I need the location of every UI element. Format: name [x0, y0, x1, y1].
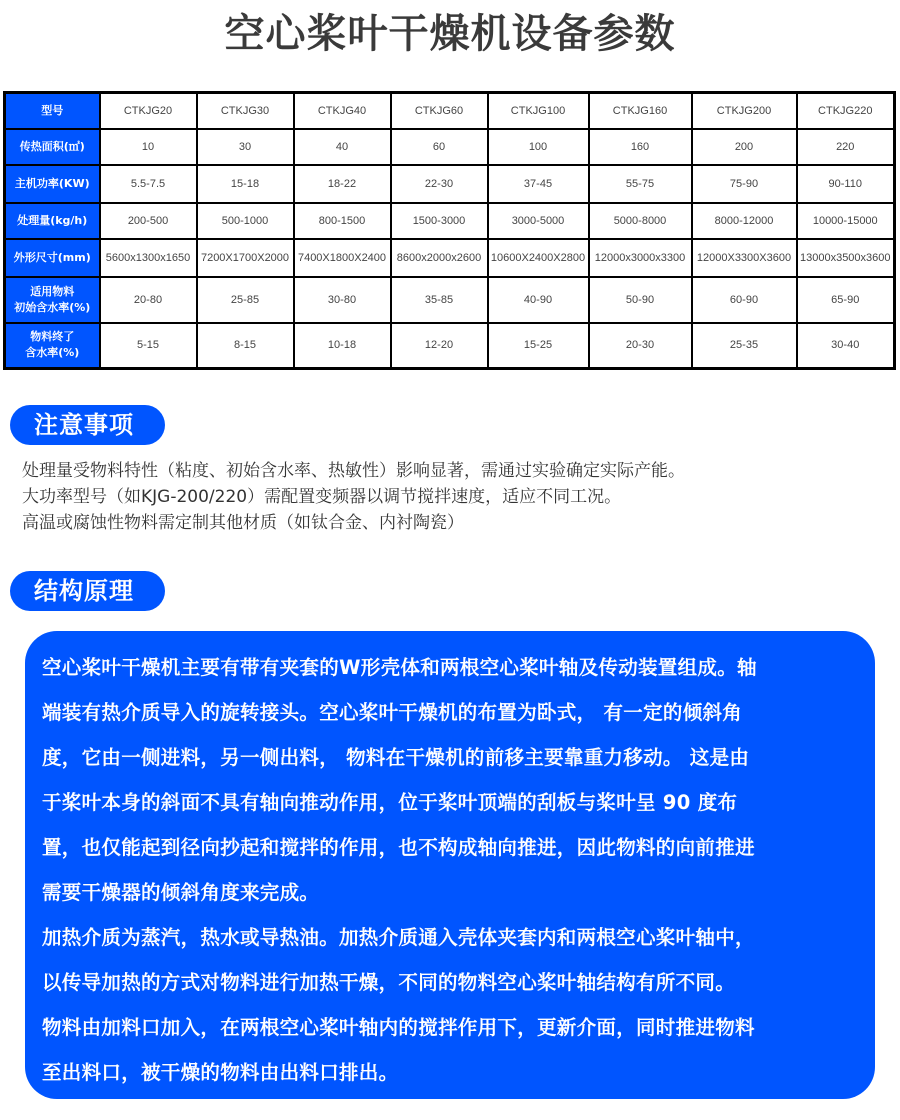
table-row-final-moisture — [5, 323, 895, 369]
table-cell: 12-20 — [391, 323, 488, 369]
table-cell: 160 — [589, 129, 692, 165]
table-cell: 25-85 — [197, 277, 294, 323]
table-cell: 15-25 — [488, 323, 589, 369]
table-cell: 10-18 — [294, 323, 391, 369]
row-header — [5, 277, 100, 323]
table-cell: CTKJG220 — [797, 93, 895, 129]
notes-list — [22, 458, 882, 536]
table-row-dimensions — [5, 239, 895, 277]
table-cell: 50-90 — [589, 277, 692, 323]
table-cell: 15-18 — [197, 165, 294, 203]
table-cell: 55-75 — [589, 165, 692, 203]
table-cell: 10 — [100, 129, 197, 165]
principle-line: 于桨叶本身的斜面不具有轴向推动作用，位于桨叶顶端的刮板与桨叶呈 90 度布 — [42, 791, 738, 814]
table-row-heat-area — [5, 129, 895, 165]
note-item: 处理量受物料特性（粘度、初始含水率、热敏性）影响显著，需通过实验确定实际产能。 — [22, 461, 685, 481]
row-header-line: 物料终了 — [30, 330, 75, 344]
page-title: 空心桨叶干燥机设备参数 — [224, 11, 676, 57]
table-cell: 37-45 — [488, 165, 589, 203]
table-cell: 40-90 — [488, 277, 589, 323]
row-header: 传热面积(㎡) — [5, 129, 100, 165]
row-header-line: 适用物料 — [30, 284, 75, 298]
table-cell: 20-30 — [589, 323, 692, 369]
principle-line: 至出料口，被干燥的物料由出料口排出。 — [42, 1061, 399, 1084]
table-cell: CTKJG160 — [589, 93, 692, 129]
table-cell: CTKJG100 — [488, 93, 589, 129]
row-header: 型号 — [5, 93, 100, 129]
table-cell: 800-1500 — [294, 203, 391, 239]
table-row-initial-moisture — [5, 277, 895, 323]
table-cell: 7400X1800X2400 — [294, 239, 391, 277]
table-cell: 200 — [692, 129, 797, 165]
table-cell: 5-15 — [100, 323, 197, 369]
table-cell: CTKJG40 — [294, 93, 391, 129]
table-cell: 30 — [197, 129, 294, 165]
table-cell: 8600x2000x2600 — [391, 239, 488, 277]
spec-table — [3, 91, 896, 370]
table-cell: 60-90 — [692, 277, 797, 323]
table-cell: 22-30 — [391, 165, 488, 203]
table-cell: 90-110 — [797, 165, 895, 203]
table-cell: 3000-5000 — [488, 203, 589, 239]
table-cell: 5.5-7.5 — [100, 165, 197, 203]
table-cell: 40 — [294, 129, 391, 165]
principle-line: 物料由加料口加入，在两根空心桨叶轴内的搅拌作用下，更新介面，同时推进物料 — [42, 1016, 755, 1039]
table-cell: 10600X2400X2800 — [488, 239, 589, 277]
table-cell: 500-1000 — [197, 203, 294, 239]
table-cell: 5000-8000 — [589, 203, 692, 239]
note-item: 大功率型号（如KJG-200/220）需配置变频器以调节搅拌速度，适应不同工况。 — [22, 487, 622, 507]
table-cell: CTKJG200 — [692, 93, 797, 129]
table-cell: 25-35 — [692, 323, 797, 369]
table-cell: 8-15 — [197, 323, 294, 369]
row-header: 外形尺寸(mm) — [5, 239, 100, 277]
table-cell: CTKJG60 — [391, 93, 488, 129]
table-cell: CTKJG20 — [100, 93, 197, 129]
table-cell: 8000-12000 — [692, 203, 797, 239]
table-row-capacity — [5, 203, 895, 239]
table-cell: 200-500 — [100, 203, 197, 239]
table-cell: 100 — [488, 129, 589, 165]
principle-line: 空心桨叶干燥机主要有带有夹套的W形壳体和两根空心桨叶轴及传动装置组成。轴 — [42, 656, 757, 679]
structure-principle-box — [25, 631, 875, 1099]
table-cell: 20-80 — [100, 277, 197, 323]
table-cell: CTKJG30 — [197, 93, 294, 129]
table-cell: 5600x1300x1650 — [100, 239, 197, 277]
table-cell: 7200X1700X2000 — [197, 239, 294, 277]
table-cell: 10000-15000 — [797, 203, 895, 239]
principle-line: 以传导加热的方式对物料进行加热干燥，不同的物料空心桨叶轴结构有所不同。 — [42, 971, 736, 994]
principle-line: 置，也仅能起到径向抄起和搅拌的作用，也不构成轴向推进，因此物料的向前推进 — [42, 836, 755, 859]
table-cell: 12000x3000x3300 — [589, 239, 692, 277]
notes-heading: 注意事项 — [10, 405, 165, 445]
principle-line: 需要干燥器的倾斜角度来完成。 — [42, 881, 320, 904]
table-cell: 30-80 — [294, 277, 391, 323]
row-header: 处理量(kg/h) — [5, 203, 100, 239]
table-cell: 18-22 — [294, 165, 391, 203]
table-row-power — [5, 165, 895, 203]
table-cell: 13000x3500x3600 — [797, 239, 895, 277]
table-cell: 220 — [797, 129, 895, 165]
note-item: 高温或腐蚀性物料需定制其他材质（如钛合金、内衬陶瓷） — [22, 513, 464, 533]
table-cell: 1500-3000 — [391, 203, 488, 239]
row-header-line: 含水率(%) — [25, 346, 80, 360]
principle-line: 度，它由一侧进料，另一侧出料， 物料在干燥机的前移主要靠重力移动。 这是由 — [42, 746, 750, 769]
row-header-line: 初始含水率(%) — [14, 300, 91, 314]
principle-line: 加热介质为蒸汽，热水或导热油。加热介质通入壳体夹套内和两根空心桨叶轴中， — [42, 926, 755, 949]
table-cell: 60 — [391, 129, 488, 165]
table-row-model — [5, 93, 895, 129]
structure-heading: 结构原理 — [10, 571, 165, 611]
table-cell: 12000X3300X3600 — [692, 239, 797, 277]
table-cell: 35-85 — [391, 277, 488, 323]
table-cell: 75-90 — [692, 165, 797, 203]
row-header: 主机功率(KW) — [5, 165, 100, 203]
table-cell: 65-90 — [797, 277, 895, 323]
principle-line: 端装有热介质导入的旋转接头。空心桨叶干燥机的布置为卧式， 有一定的倾斜角 — [42, 701, 743, 724]
table-cell: 30-40 — [797, 323, 895, 369]
row-header — [5, 323, 100, 369]
